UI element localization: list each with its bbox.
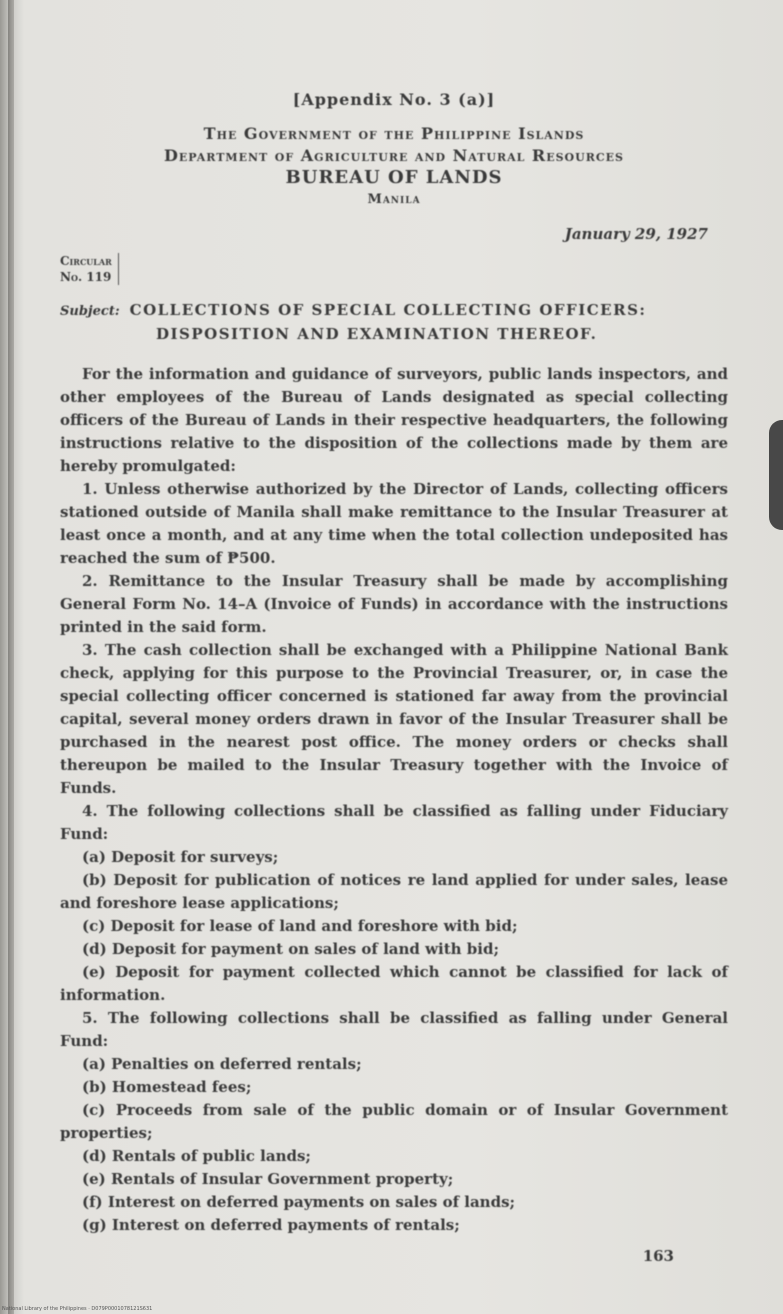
subject-text-line2: DISPOSITION AND EXAMINATION THEREOF. [156, 325, 598, 343]
paragraph-5c: (c) Proceeds from sale of the public domain or of Insular Government properties; [60, 1101, 728, 1142]
paragraph-5e: (e) Rentals of Insular Government property; [82, 1170, 454, 1188]
government-heading: The Government of the Philippine Islands [203, 124, 585, 143]
paragraph-5f: (f) Interest on deferred payments on sales of lands; [82, 1193, 516, 1211]
paragraph-5a: (a) Penalties on deferred rentals; [82, 1055, 362, 1073]
paragraph-4: 4. The following collections shall be classified as falling under Fiduciary Fund: [60, 802, 728, 843]
paragraph-4b: (b) Deposit for publication of notices re land applied for under sales, lease and foreshore lease applications; [60, 871, 728, 912]
paragraph-4e: (e) Deposit for payment collected which cannot be classified for lack of information. [60, 963, 728, 1004]
circular-number: No. 119 [60, 270, 112, 284]
subject-line [60, 299, 728, 345]
department-heading: Department of Agriculture and Natural Resources [164, 146, 624, 165]
city-heading: Manila [367, 192, 421, 207]
bureau-heading: BUREAU OF LANDS [285, 167, 503, 188]
document-date: January 29, 1927 [564, 225, 708, 243]
paragraph-4c: (c) Deposit for lease of land and foreshore with bid; [82, 917, 518, 935]
circular-number-block [60, 253, 119, 285]
paragraph-4a: (a) Deposit for surveys; [82, 848, 279, 866]
circular-label: Circular [60, 254, 112, 268]
document-content [60, 90, 728, 1265]
document-body [60, 363, 728, 1237]
appendix-heading: [Appendix No. 3 (a)] [292, 90, 496, 109]
subject-text-line1: COLLECTIONS OF SPECIAL COLLECTING OFFICERS: [129, 301, 647, 319]
intro-paragraph: For the information and guidance of surveyors, public lands inspectors, and other employees of the Bureau of Lands designated as special collecting officers of the Bureau of Lands in their respective headquarters, the following instructions relative to the disposition of the collections made by them are hereby promulgated: [60, 365, 728, 475]
paragraph-5d: (d) Rentals of public lands; [82, 1147, 311, 1165]
paragraph-3: 3. The cash collection shall be exchanged with a Philippine National Bank check, applying for this purpose to the Provincial Treasurer, or, in case the special collecting officer concerned is stationed far away from the provincial capital, several money orders drawn in favor of the Insular Treasurer shall be purchased in the nearest post office. The money orders or checks shall thereupon be mailed to the Insular Treasury together with the Invoice of Funds. [60, 641, 728, 797]
paragraph-2: 2. Remittance to the Insular Treasury shall be made by accomplishing General Form No. 14–A (Invoice of Funds) in accordance with the instructions printed in the said form. [60, 572, 728, 636]
page-number: 163 [642, 1247, 674, 1265]
paragraph-4d: (d) Deposit for payment on sales of land with bid; [82, 940, 500, 958]
binding-spine [8, 0, 14, 1314]
archive-footer: National Library of the Philippines · D079P0001078121S631 [2, 1306, 153, 1312]
paragraph-1: 1. Unless otherwise authorized by the Director of Lands, collecting officers stationed outside of Manila shall make remittance to the Insular Treasurer at least once a month, and at any time when the total collection undeposited has reached the sum of ₱500. [60, 480, 728, 567]
paragraph-5: 5. The following collections shall be classified as falling under General Fund: [60, 1009, 728, 1050]
paragraph-5b: (b) Homestead fees; [82, 1078, 252, 1096]
subject-label: Subject: [60, 304, 120, 319]
page-tab-marker [769, 420, 783, 530]
paragraph-5g: (g) Interest on deferred payments of rentals; [82, 1216, 460, 1234]
